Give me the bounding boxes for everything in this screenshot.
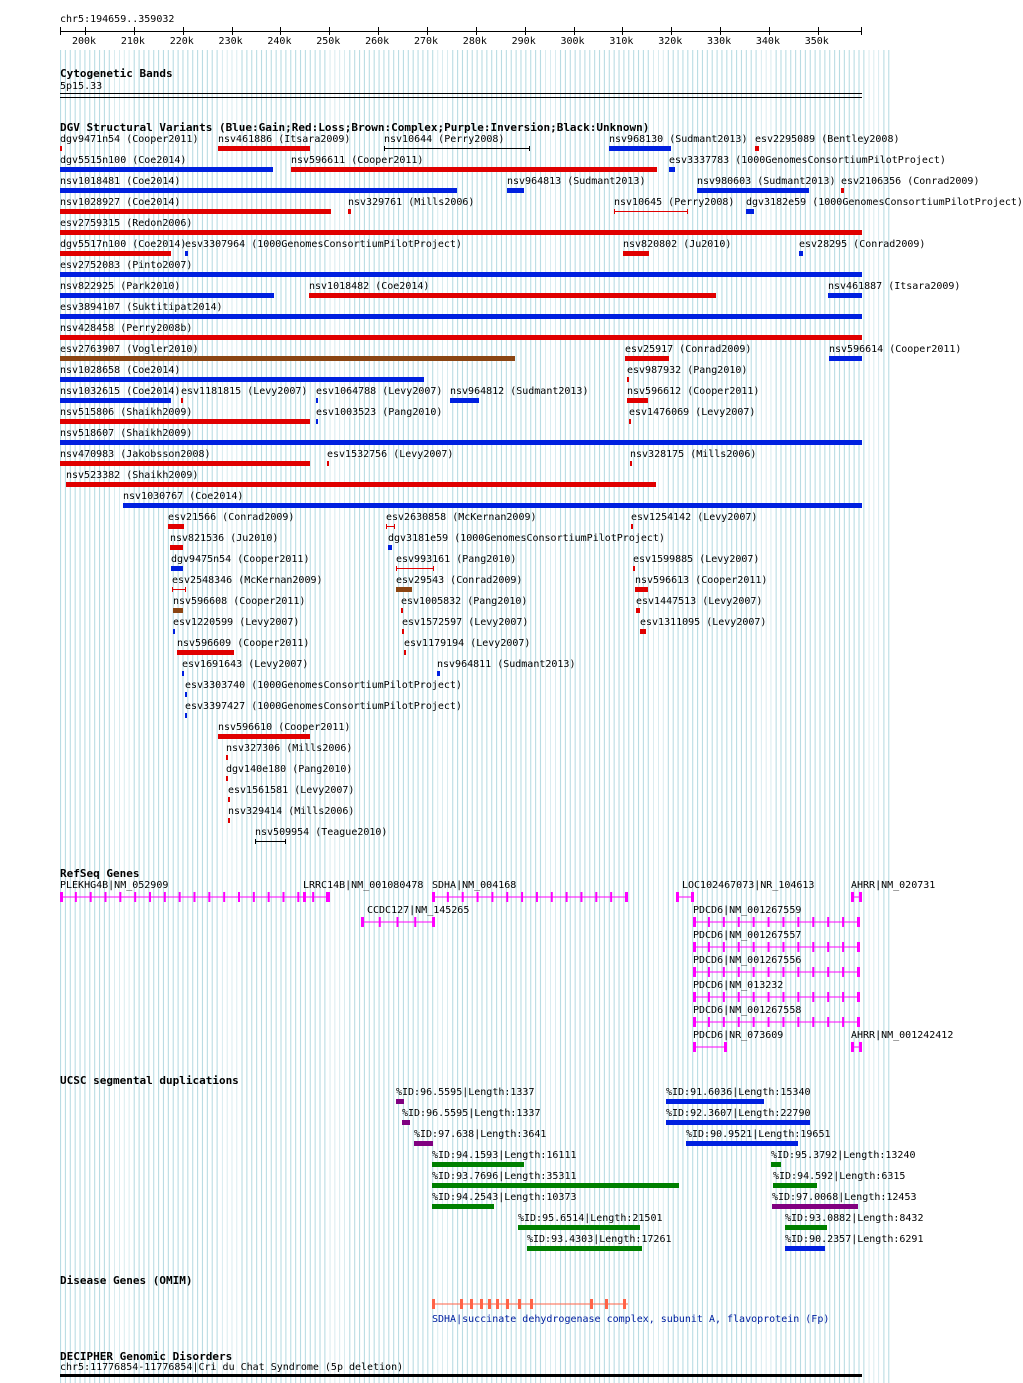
dgv-feature-bar[interactable] bbox=[173, 608, 183, 613]
dgv-feature-label[interactable]: esv28295 (Conrad2009) bbox=[799, 239, 926, 250]
dgv-feature-label[interactable]: dgv5517n100 (Coe2014) bbox=[60, 239, 187, 250]
dgv-feature-label[interactable]: nsv821536 (Ju2010) bbox=[170, 533, 279, 544]
segdup-feature-label[interactable]: %ID:93.7696|Length:35311 bbox=[432, 1171, 577, 1182]
segdup-feature-label[interactable]: %ID:93.4303|Length:17261 bbox=[527, 1234, 672, 1245]
ruler-tick bbox=[427, 27, 428, 35]
decipher-bar[interactable] bbox=[60, 1374, 862, 1377]
dgv-feature-bar[interactable] bbox=[627, 398, 648, 403]
dgv-feature-bar[interactable] bbox=[60, 146, 62, 151]
ruler-tick-label: 240k bbox=[267, 36, 292, 47]
dgv-feature-label[interactable]: nsv461886 (Itsara2009) bbox=[218, 134, 351, 145]
dgv-feature-label[interactable]: esv2752083 (Pinto2007) bbox=[60, 260, 193, 271]
dgv-feature-label[interactable]: esv987932 (Pang2010) bbox=[627, 365, 748, 376]
dgv-feature-bar[interactable] bbox=[185, 251, 188, 256]
dgv-feature-label[interactable]: esv1476069 (Levy2007) bbox=[629, 407, 756, 418]
dgv-feature-label[interactable]: esv1064788 (Levy2007) bbox=[316, 386, 443, 397]
dgv-feature-bar[interactable] bbox=[669, 167, 675, 172]
segdup-feature-label[interactable]: %ID:97.638|Length:3641 bbox=[414, 1129, 547, 1140]
dgv-feature-bar[interactable] bbox=[402, 629, 404, 634]
decipher-track-title: DECIPHER Genomic Disorders bbox=[60, 1350, 233, 1363]
dgv-feature-bar[interactable] bbox=[60, 461, 310, 466]
refseq-gene-label[interactable]: PDCD6|NM_001267557 bbox=[693, 930, 802, 941]
dgv-feature-label[interactable]: nsv596614 (Cooper2011) bbox=[829, 344, 962, 355]
refseq-gene-model[interactable] bbox=[301, 890, 331, 904]
segdup-feature-bar[interactable] bbox=[785, 1225, 827, 1230]
dgv-feature-bar[interactable] bbox=[396, 587, 412, 592]
segdup-feature-bar[interactable] bbox=[771, 1162, 781, 1167]
dgv-feature-label[interactable]: esv3337783 (1000GenomesConsortiumPilotProject) bbox=[669, 155, 946, 166]
dgv-feature-bar[interactable] bbox=[181, 398, 183, 403]
dgv-feature-bar[interactable] bbox=[123, 503, 862, 508]
dgv-feature-bar[interactable] bbox=[799, 251, 803, 256]
segdup-feature-bar[interactable] bbox=[402, 1120, 410, 1125]
dgv-feature-bar[interactable] bbox=[450, 398, 479, 403]
dgv-feature-label[interactable]: esv1561581 (Levy2007) bbox=[228, 785, 355, 796]
segdup-feature-bar[interactable] bbox=[432, 1204, 494, 1209]
dgv-feature-label[interactable]: nsv1032615 (Coe2014) bbox=[60, 386, 181, 397]
ruler-tick bbox=[622, 27, 623, 35]
ruler-tick-label: 230k bbox=[218, 36, 243, 47]
dgv-feature-label[interactable]: esv1220599 (Levy2007) bbox=[173, 617, 300, 628]
dgv-feature-bar[interactable] bbox=[755, 146, 759, 151]
refseq-gene-label[interactable]: PDCD6|NR_073609 bbox=[693, 1030, 784, 1041]
dgv-feature-bar[interactable] bbox=[635, 587, 648, 592]
dgv-feature-label[interactable]: esv3303740 (1000GenomesConsortiumPilotProject) bbox=[185, 680, 462, 691]
dgv-feature-label[interactable]: esv2548346 (McKernan2009) bbox=[172, 575, 323, 586]
segdup-feature-bar[interactable] bbox=[414, 1141, 433, 1146]
cyto-band-bar bbox=[60, 93, 862, 94]
dgv-feature-bar[interactable] bbox=[170, 545, 183, 550]
dgv-feature-bar[interactable] bbox=[60, 314, 862, 319]
segdup-feature-label[interactable]: %ID:97.0068|Length:12453 bbox=[772, 1192, 917, 1203]
refseq-gene-model[interactable] bbox=[430, 890, 630, 904]
ruler-tick bbox=[329, 27, 330, 35]
dgv-feature-label[interactable]: esv1254142 (Levy2007) bbox=[631, 512, 758, 523]
dgv-feature-bar[interactable] bbox=[316, 419, 318, 424]
ruler-tick-label: 260k bbox=[365, 36, 390, 47]
dgv-feature-bar[interactable] bbox=[614, 211, 688, 212]
dgv-feature-bar[interactable] bbox=[309, 293, 716, 298]
segdup-feature-bar[interactable] bbox=[666, 1099, 764, 1104]
ruler-right-end bbox=[861, 27, 862, 35]
dgv-feature-bar[interactable] bbox=[182, 671, 184, 676]
dgv-feature-end-tick bbox=[394, 524, 395, 529]
dgv-feature-label[interactable]: nsv980603 (Sudmant2013) bbox=[697, 176, 836, 187]
segdup-feature-label[interactable]: %ID:95.3792|Length:13240 bbox=[771, 1150, 916, 1161]
dgv-feature-bar[interactable] bbox=[384, 148, 530, 149]
refseq-gene-model[interactable] bbox=[58, 890, 332, 904]
dgv-feature-bar[interactable] bbox=[629, 419, 631, 424]
dgv-feature-label[interactable]: nsv1018482 (Coe2014) bbox=[309, 281, 430, 292]
dgv-feature-bar[interactable] bbox=[218, 146, 310, 151]
dgv-feature-bar[interactable] bbox=[60, 167, 273, 172]
ruler-tick-label: 290k bbox=[511, 36, 536, 47]
segdup-feature-bar[interactable] bbox=[785, 1246, 825, 1251]
refseq-gene-label[interactable]: CCDC127|NM_145265 bbox=[367, 905, 470, 916]
dgv-feature-label[interactable]: esv2106356 (Conrad2009) bbox=[841, 176, 980, 187]
segdup-feature-label[interactable]: %ID:90.2357|Length:6291 bbox=[785, 1234, 924, 1245]
dgv-feature-bar[interactable] bbox=[396, 568, 434, 569]
refseq-gene-model[interactable] bbox=[691, 940, 862, 954]
dgv-feature-bar[interactable] bbox=[66, 482, 656, 487]
dgv-feature-end-tick bbox=[687, 209, 688, 214]
refseq-gene-model[interactable] bbox=[691, 990, 862, 1004]
refseq-gene-label[interactable]: SDHA|NM_004168 bbox=[432, 880, 517, 891]
refseq-gene-label[interactable]: PDCD6|NM_001267558 bbox=[693, 1005, 802, 1016]
refseq-track-title: RefSeq Genes bbox=[60, 867, 140, 880]
ruler-tick-label: 200k bbox=[72, 36, 97, 47]
dgv-feature-bar[interactable] bbox=[60, 209, 331, 214]
dgv-feature-label[interactable]: nsv10644 (Perry2008) bbox=[384, 134, 505, 145]
dgv-track-title: DGV Structural Variants (Blue:Gain;Red:Loss;Brown:Complex;Purple:Inversion;Black:Unknown) bbox=[60, 121, 650, 134]
refseq-gene-label[interactable]: LOC102467073|NR_104613 bbox=[682, 880, 815, 891]
ruler-axis bbox=[60, 31, 862, 32]
dgv-feature-label[interactable]: nsv596609 (Cooper2011) bbox=[177, 638, 310, 649]
dgv-feature-label[interactable]: nsv515806 (Shaikh2009) bbox=[60, 407, 193, 418]
dgv-feature-label[interactable]: nsv596611 (Cooper2011) bbox=[291, 155, 424, 166]
dgv-feature-bar[interactable] bbox=[404, 650, 406, 655]
ruler-tick-label: 210k bbox=[120, 36, 145, 47]
dgv-feature-label[interactable]: esv1179194 (Levy2007) bbox=[404, 638, 531, 649]
segdup-track-title: UCSC segmental duplications bbox=[60, 1074, 239, 1087]
segdup-feature-bar[interactable] bbox=[518, 1225, 640, 1230]
dgv-feature-start-tick bbox=[386, 524, 387, 529]
dgv-feature-bar[interactable] bbox=[228, 818, 230, 823]
dgv-feature-start-tick bbox=[396, 566, 397, 571]
dgv-feature-label[interactable]: nsv596610 (Cooper2011) bbox=[218, 722, 351, 733]
dgv-feature-label[interactable]: esv1532756 (Levy2007) bbox=[327, 449, 454, 460]
decipher-label[interactable]: chr5:11776854-11776854|Cri du Chat Syndrome (5p deletion) bbox=[60, 1362, 404, 1373]
dgv-feature-bar[interactable] bbox=[841, 188, 844, 193]
dgv-feature-bar[interactable] bbox=[631, 524, 633, 529]
refseq-gene-model[interactable] bbox=[359, 915, 437, 929]
dgv-feature-bar[interactable] bbox=[226, 755, 228, 760]
refseq-gene-model[interactable] bbox=[691, 1040, 729, 1054]
dgv-feature-label[interactable]: esv2630858 (McKernan2009) bbox=[386, 512, 537, 523]
dgv-feature-start-tick bbox=[384, 146, 385, 151]
ruler-tick bbox=[134, 27, 135, 35]
dgv-feature-label[interactable]: nsv509954 (Teague2010) bbox=[255, 827, 388, 838]
refseq-gene-model[interactable] bbox=[674, 890, 696, 904]
dgv-feature-bar[interactable] bbox=[255, 841, 286, 842]
dgv-feature-bar[interactable] bbox=[348, 209, 351, 214]
dgv-feature-bar[interactable] bbox=[171, 566, 183, 571]
dgv-feature-label[interactable]: nsv1028927 (Coe2014) bbox=[60, 197, 181, 208]
dgv-feature-bar[interactable] bbox=[507, 188, 524, 193]
segdup-feature-label[interactable]: %ID:96.5595|Length:1337 bbox=[402, 1108, 541, 1119]
segdup-feature-label[interactable]: %ID:90.9521|Length:19651 bbox=[686, 1129, 831, 1140]
ruler-tick bbox=[525, 27, 526, 35]
dgv-feature-label[interactable]: esv29543 (Conrad2009) bbox=[396, 575, 523, 586]
dgv-feature-label[interactable]: esv1599885 (Levy2007) bbox=[633, 554, 760, 565]
dgv-feature-start-tick bbox=[172, 587, 173, 592]
ruler-tick-label: 250k bbox=[316, 36, 341, 47]
dgv-feature-label[interactable]: dgv9471n54 (Cooper2011) bbox=[60, 134, 199, 145]
dgv-feature-start-tick bbox=[614, 209, 615, 214]
dgv-feature-label[interactable]: esv1447513 (Levy2007) bbox=[636, 596, 763, 607]
dgv-feature-bar[interactable] bbox=[60, 398, 171, 403]
dgv-feature-start-tick bbox=[255, 839, 256, 844]
omim-track-title: Disease Genes (OMIM) bbox=[60, 1274, 193, 1287]
dgv-feature-label[interactable]: nsv518607 (Shaikh2009) bbox=[60, 428, 193, 439]
segdup-feature-bar[interactable] bbox=[686, 1141, 798, 1146]
dgv-feature-bar[interactable] bbox=[185, 713, 187, 718]
dgv-feature-label[interactable]: esv3397427 (1000GenomesConsortiumPilotProject) bbox=[185, 701, 462, 712]
dgv-feature-bar[interactable] bbox=[60, 230, 862, 235]
dgv-feature-bar[interactable] bbox=[636, 608, 640, 613]
dgv-feature-label[interactable]: nsv964813 (Sudmant2013) bbox=[507, 176, 646, 187]
dgv-feature-bar[interactable] bbox=[625, 356, 669, 361]
dgv-feature-bar[interactable] bbox=[316, 398, 318, 403]
dgv-feature-label[interactable]: nsv822925 (Park2010) bbox=[60, 281, 181, 292]
dgv-feature-label[interactable]: esv3307964 (1000GenomesConsortiumPilotProject) bbox=[185, 239, 462, 250]
refseq-gene-model[interactable] bbox=[691, 1015, 862, 1029]
dgv-feature-bar[interactable] bbox=[177, 650, 234, 655]
dgv-feature-label[interactable]: esv1572597 (Levy2007) bbox=[402, 617, 529, 628]
ruler-tick bbox=[85, 27, 86, 35]
refseq-gene-label[interactable]: AHRR|NM_001242412 bbox=[851, 1030, 954, 1041]
segdup-feature-label[interactable]: %ID:92.3607|Length:22790 bbox=[666, 1108, 811, 1119]
dgv-feature-end-tick bbox=[433, 566, 434, 571]
dgv-feature-label[interactable]: nsv329414 (Mills2006) bbox=[228, 806, 355, 817]
ruler-tick bbox=[720, 27, 721, 35]
dgv-feature-bar[interactable] bbox=[173, 629, 175, 634]
ruler-tick-label: 310k bbox=[609, 36, 634, 47]
ruler-tick-label: 220k bbox=[169, 36, 194, 47]
dgv-feature-label[interactable]: esv1691643 (Levy2007) bbox=[182, 659, 309, 670]
dgv-feature-label[interactable]: nsv596613 (Cooper2011) bbox=[635, 575, 768, 586]
dgv-feature-label[interactable]: nsv10645 (Perry2008) bbox=[614, 197, 735, 208]
ruler-tick bbox=[476, 27, 477, 35]
segdup-feature-label[interactable]: %ID:96.5595|Length:1337 bbox=[396, 1087, 535, 1098]
refseq-gene-model[interactable] bbox=[691, 915, 862, 929]
ruler-tick-label: 300k bbox=[560, 36, 585, 47]
dgv-feature-bar[interactable] bbox=[609, 146, 671, 151]
ruler-tick bbox=[574, 27, 575, 35]
dgv-feature-bar[interactable] bbox=[218, 734, 310, 739]
dgv-feature-bar[interactable] bbox=[60, 272, 862, 277]
cyto-band-label: 5p15.33 bbox=[60, 81, 103, 92]
dgv-feature-label[interactable]: esv1181815 (Levy2007) bbox=[181, 386, 308, 397]
dgv-feature-label[interactable]: esv2759315 (Redon2006) bbox=[60, 218, 193, 229]
dgv-feature-label[interactable]: nsv964812 (Sudmant2013) bbox=[450, 386, 589, 397]
dgv-feature-bar[interactable] bbox=[746, 209, 754, 214]
segdup-feature-label[interactable]: %ID:94.1593|Length:16111 bbox=[432, 1150, 577, 1161]
dgv-feature-bar[interactable] bbox=[828, 293, 862, 298]
dgv-feature-label[interactable]: nsv820802 (Ju2010) bbox=[623, 239, 732, 250]
dgv-feature-label[interactable]: dgv9475n54 (Cooper2011) bbox=[171, 554, 310, 565]
dgv-feature-label[interactable]: nsv461887 (Itsara2009) bbox=[828, 281, 961, 292]
dgv-feature-end-tick bbox=[285, 839, 286, 844]
segdup-feature-label[interactable]: %ID:91.6036|Length:15340 bbox=[666, 1087, 811, 1098]
dgv-feature-bar[interactable] bbox=[185, 692, 187, 697]
dgv-feature-label[interactable]: nsv523382 (Shaikh2009) bbox=[66, 470, 199, 481]
dgv-feature-label[interactable]: esv1003523 (Pang2010) bbox=[316, 407, 443, 418]
dgv-feature-bar[interactable] bbox=[829, 356, 862, 361]
dgv-feature-label[interactable]: esv1005832 (Pang2010) bbox=[401, 596, 528, 607]
omim-gene-label[interactable]: SDHA|succinate dehydrogenase complex, subunit A, flavoprotein (Fp) bbox=[432, 1314, 830, 1325]
cyto-band-bar-bottom bbox=[60, 97, 862, 98]
segdup-feature-bar[interactable] bbox=[773, 1183, 817, 1188]
ruler-tick-label: 320k bbox=[658, 36, 683, 47]
dgv-feature-end-tick bbox=[529, 146, 530, 151]
dgv-feature-label[interactable]: dgv5515n100 (Coe2014) bbox=[60, 155, 187, 166]
ruler-tick bbox=[232, 27, 233, 35]
dgv-feature-label[interactable]: nsv1028658 (Coe2014) bbox=[60, 365, 181, 376]
refseq-gene-label[interactable]: PDCD6|NM_001267556 bbox=[693, 955, 802, 966]
dgv-feature-bar[interactable] bbox=[60, 293, 274, 298]
dgv-feature-bar[interactable] bbox=[228, 797, 230, 802]
dgv-feature-bar[interactable] bbox=[623, 251, 649, 256]
ruler-tick bbox=[818, 27, 819, 35]
region-label: chr5:194659..359032 bbox=[60, 14, 175, 25]
dgv-feature-label[interactable]: nsv964811 (Sudmant2013) bbox=[437, 659, 576, 670]
dgv-feature-label[interactable]: nsv328175 (Mills2006) bbox=[630, 449, 757, 460]
dgv-feature-bar[interactable] bbox=[630, 461, 632, 466]
dgv-feature-end-tick bbox=[185, 587, 186, 592]
dgv-feature-bar[interactable] bbox=[388, 545, 392, 550]
refseq-gene-model[interactable] bbox=[691, 965, 862, 979]
dgv-feature-bar[interactable] bbox=[697, 188, 809, 193]
dgv-feature-bar[interactable] bbox=[172, 589, 186, 590]
ruler-tick bbox=[769, 27, 770, 35]
ruler-tick bbox=[378, 27, 379, 35]
refseq-gene-label[interactable]: LRRC14B|NM_001080478 bbox=[303, 880, 424, 891]
dgv-feature-bar[interactable] bbox=[627, 377, 629, 382]
segdup-feature-bar[interactable] bbox=[772, 1204, 858, 1209]
segdup-feature-bar[interactable] bbox=[396, 1099, 404, 1104]
dgv-feature-label[interactable]: nsv327306 (Mills2006) bbox=[226, 743, 353, 754]
ruler-tick bbox=[671, 27, 672, 35]
dgv-feature-bar[interactable] bbox=[60, 419, 310, 424]
dgv-feature-label[interactable]: nsv1018481 (Coe2014) bbox=[60, 176, 181, 187]
dgv-feature-label[interactable]: esv21566 (Conrad2009) bbox=[168, 512, 295, 523]
ruler bbox=[0, 0, 890, 50]
dgv-feature-bar[interactable] bbox=[226, 776, 228, 781]
dgv-feature-bar[interactable] bbox=[60, 377, 424, 382]
refseq-gene-model[interactable] bbox=[849, 1040, 864, 1054]
dgv-feature-label[interactable]: dgv140e180 (Pang2010) bbox=[226, 764, 353, 775]
dgv-feature-label[interactable]: esv1311095 (Levy2007) bbox=[640, 617, 767, 628]
segdup-feature-bar[interactable] bbox=[527, 1246, 642, 1251]
refseq-gene-label[interactable]: PDCD6|NM_001267559 bbox=[693, 905, 802, 916]
refseq-gene-label[interactable]: AHRR|NM_020731 bbox=[851, 880, 936, 891]
ruler-tick-label: 330k bbox=[707, 36, 732, 47]
segdup-feature-label[interactable]: %ID:95.6514|Length:21501 bbox=[518, 1213, 663, 1224]
dgv-feature-label[interactable]: esv3894107 (Suktitipat2014) bbox=[60, 302, 223, 313]
segdup-feature-label[interactable]: %ID:94.2543|Length:10373 bbox=[432, 1192, 577, 1203]
dgv-feature-bar[interactable] bbox=[633, 566, 635, 571]
refseq-gene-label[interactable]: PDCD6|NM_013232 bbox=[693, 980, 784, 991]
ruler-tick-label: 340k bbox=[755, 36, 780, 47]
dgv-feature-bar[interactable] bbox=[60, 440, 862, 445]
dgv-feature-bar[interactable] bbox=[60, 251, 171, 256]
dgv-feature-bar[interactable] bbox=[640, 629, 646, 634]
omim-gene-glyph[interactable] bbox=[430, 1297, 635, 1311]
dgv-feature-bar[interactable] bbox=[60, 188, 457, 193]
segdup-feature-label[interactable]: %ID:93.0882|Length:8432 bbox=[785, 1213, 924, 1224]
dgv-feature-label[interactable]: nsv428458 (Perry2008b) bbox=[60, 323, 193, 334]
ruler-tick-label: 350k bbox=[804, 36, 829, 47]
dgv-feature-label[interactable]: esv2763907 (Vogler2010) bbox=[60, 344, 199, 355]
dgv-feature-bar[interactable] bbox=[168, 524, 184, 529]
dgv-feature-label[interactable]: nsv968130 (Sudmant2013) bbox=[609, 134, 748, 145]
segdup-feature-bar[interactable] bbox=[432, 1183, 679, 1188]
dgv-feature-label[interactable]: nsv1030767 (Coe2014) bbox=[123, 491, 244, 502]
dgv-feature-bar[interactable] bbox=[401, 608, 403, 613]
dgv-feature-label[interactable]: esv2295089 (Bentley2008) bbox=[755, 134, 900, 145]
dgv-feature-label[interactable]: esv25917 (Conrad2009) bbox=[625, 344, 752, 355]
dgv-feature-label[interactable]: dgv3181e59 (1000GenomesConsortiumPilotProject) bbox=[388, 533, 665, 544]
dgv-feature-label[interactable]: nsv329761 (Mills2006) bbox=[348, 197, 475, 208]
refseq-gene-model[interactable] bbox=[849, 890, 864, 904]
ruler-tick-label: 270k bbox=[413, 36, 439, 47]
ruler-tick bbox=[183, 27, 184, 35]
dgv-feature-label[interactable]: esv993161 (Pang2010) bbox=[396, 554, 517, 565]
dgv-feature-label[interactable]: nsv596612 (Cooper2011) bbox=[627, 386, 760, 397]
ruler-left-end bbox=[60, 27, 61, 35]
dgv-feature-bar[interactable] bbox=[437, 671, 440, 676]
dgv-feature-label[interactable]: dgv3182e59 (1000GenomesConsortiumPilotProject) bbox=[746, 197, 1023, 208]
dgv-feature-label[interactable]: nsv470983 (Jakobsson2008) bbox=[60, 449, 211, 460]
dgv-feature-bar[interactable] bbox=[60, 356, 515, 361]
dgv-feature-bar[interactable] bbox=[60, 335, 862, 340]
dgv-feature-label[interactable]: nsv596608 (Cooper2011) bbox=[173, 596, 306, 607]
ruler-tick-label: 280k bbox=[462, 36, 487, 47]
dgv-feature-bar[interactable] bbox=[327, 461, 329, 466]
ruler-tick bbox=[280, 27, 281, 35]
dgv-feature-bar[interactable] bbox=[291, 167, 657, 172]
segdup-feature-bar[interactable] bbox=[666, 1120, 810, 1125]
cyto-track-title: Cytogenetic Bands bbox=[60, 67, 173, 80]
segdup-feature-bar[interactable] bbox=[432, 1162, 524, 1167]
refseq-gene-label[interactable]: PLEKHG4B|NM_052909 bbox=[60, 880, 169, 891]
segdup-feature-label[interactable]: %ID:94.592|Length:6315 bbox=[773, 1171, 906, 1182]
